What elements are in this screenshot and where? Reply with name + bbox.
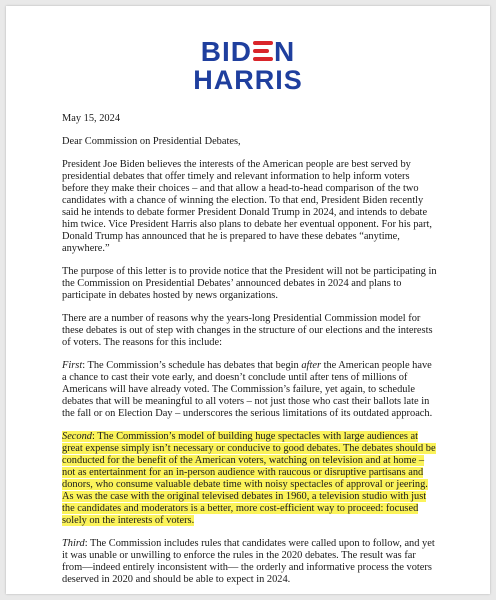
paragraph-second (62, 431, 438, 527)
paragraph-third (62, 538, 438, 586)
paragraph-2: The purpose of this letter is to provide notice that the President will not be participating in the Commission on Presidential Debates’ announced debates in 2024 and plans to participate in debates hosted by news organizations. (62, 266, 437, 301)
paragraph-3: There are a number of reasons why the years-long Presidential Commission model for these debates is out of step with changes in the structure of our elections and the interests of voters. The reasons for this include: (62, 313, 433, 348)
third-text: : The Commission includes rules that candidates were called upon to follow, and yet it was unable or unwilling to enforce the rules in the 2020 debates. The result was far from—indeed entirely inconsistent with— the orderly and informative process the voters deserved in 2020 and should be able to expect in 2024. (62, 538, 435, 585)
biden-harris-logo (6, 38, 490, 95)
logo-line2: HARRIS (193, 65, 303, 95)
first-text-b: the American people have a chance to cast their vote early, and doesn’t conclude until after tens of millions of Americans will have already voted. The Commission’s failure, yet again, to schedule debates that will be meaningful to all voters – not just those who cast their ballots late in the fall or on Election Day – underscores the serious limitations of its outdated approach. (62, 360, 433, 419)
logo-stripes-e-icon (253, 41, 273, 63)
letter-page (6, 6, 490, 594)
logo-line1-right: N (274, 36, 296, 67)
second-text: : The Commission’s model of building huge spectacles with large audiences at great expense simply isn’t necessary or conducive to good debates. The debates should be conducted for the benefit of the American voters, watching on television and at home – not as entertainment for an in-person audience with raucous or disruptive partisans and donors, who consume valuable debate time with noisy spectacles of approval or jeering. As was the case with the original televised debates in 1960, a television studio with just the candidates and moderators is a better, more cost-efficient way to proceed: focused solely on the interests of voters. (62, 431, 436, 526)
second-highlight (62, 431, 436, 526)
paragraph-first (62, 360, 438, 420)
first-text-em: after (301, 360, 321, 371)
first-text-a: : The Commission’s schedule has debates that begin (82, 360, 302, 371)
letter-body (62, 113, 438, 594)
first-label: First (62, 360, 83, 371)
third-label: Third (62, 538, 85, 549)
second-label: Second (62, 431, 93, 442)
logo-line1-left: BID (200, 36, 252, 67)
letter-date: May 15, 2024 (62, 113, 121, 124)
letter-salutation: Dear Commission on Presidential Debates, (62, 136, 241, 147)
paragraph-1: President Joe Biden believes the interests of the American people are best served by presidential debates that offer timely and relevant information to help inform voters before they make their choices – and that allow a head-to-head comparison of the two candidates with a chance of winning the election. To that end, President Biden recently said he intends to debate former President Donald Trump in 2024, and intends to debate him twice. Vice President Harris also plans to debate her eventual opponent. For his part, Donald Trump has announced that he is prepared to have these debates “anytime, anywhere.” (62, 159, 432, 254)
